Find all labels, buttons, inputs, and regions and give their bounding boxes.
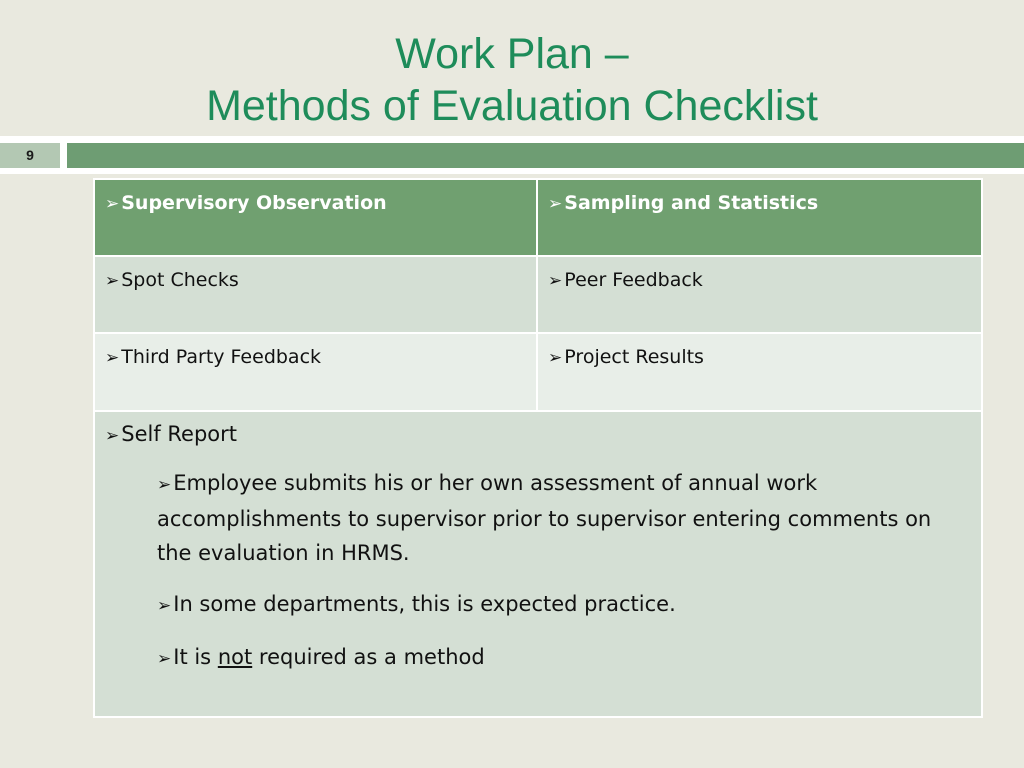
cell-text: Supervisory Observation xyxy=(121,192,387,214)
table-row xyxy=(94,256,982,333)
cell-text: Third Party Feedback xyxy=(121,346,322,368)
self-report-details xyxy=(157,466,957,676)
emphasis-not: not xyxy=(217,645,253,669)
methods-checklist-table xyxy=(93,178,983,718)
table-cell xyxy=(94,179,537,256)
arrow-bullet-icon: ➢ xyxy=(105,426,120,446)
list-item xyxy=(157,466,957,570)
cell-text: Project Results xyxy=(564,346,704,368)
arrow-bullet-icon: ➢ xyxy=(105,194,120,214)
table-cell xyxy=(94,256,537,333)
arrow-bullet-icon: ➢ xyxy=(548,348,563,368)
self-report-cell xyxy=(94,411,982,717)
arrow-bullet-icon: ➢ xyxy=(157,596,172,616)
cell-text: Peer Feedback xyxy=(564,269,703,291)
arrow-bullet-icon: ➢ xyxy=(157,475,172,495)
arrow-bullet-icon: ➢ xyxy=(548,194,563,214)
table-row xyxy=(94,333,982,411)
table-cell xyxy=(537,256,982,333)
slide-title-line-1: Work Plan – xyxy=(395,30,629,78)
self-report-heading xyxy=(105,422,971,446)
list-item-text: Employee submits his or her own assessment of annual work accomplishments to supervisor prior to supervisor entering comments on the evaluation in HRMS. xyxy=(157,471,932,565)
arrow-bullet-icon: ➢ xyxy=(105,271,120,291)
list-item-text: In some departments, this is expected practice. xyxy=(173,592,676,616)
cell-text: Spot Checks xyxy=(121,269,239,291)
table-cell xyxy=(537,179,982,256)
list-item xyxy=(157,587,957,623)
table-header-row xyxy=(94,179,982,256)
table-cell xyxy=(94,333,537,411)
list-item xyxy=(157,640,957,676)
slide-title-line-2: Methods of Evaluation Checklist xyxy=(206,82,818,130)
arrow-bullet-icon: ➢ xyxy=(105,348,120,368)
arrow-bullet-icon: ➢ xyxy=(157,649,172,669)
slide-number: 9 xyxy=(0,143,60,168)
arrow-bullet-icon: ➢ xyxy=(548,271,563,291)
self-report-title: Self Report xyxy=(121,422,238,446)
table-cell xyxy=(537,333,982,411)
list-item-prefix: It is xyxy=(173,645,218,669)
table-row xyxy=(94,411,982,717)
list-item-suffix: required as a method xyxy=(252,645,485,669)
cell-text: Sampling and Statistics xyxy=(564,192,819,214)
divider-bar xyxy=(67,143,1024,168)
slide-title xyxy=(0,28,1024,132)
